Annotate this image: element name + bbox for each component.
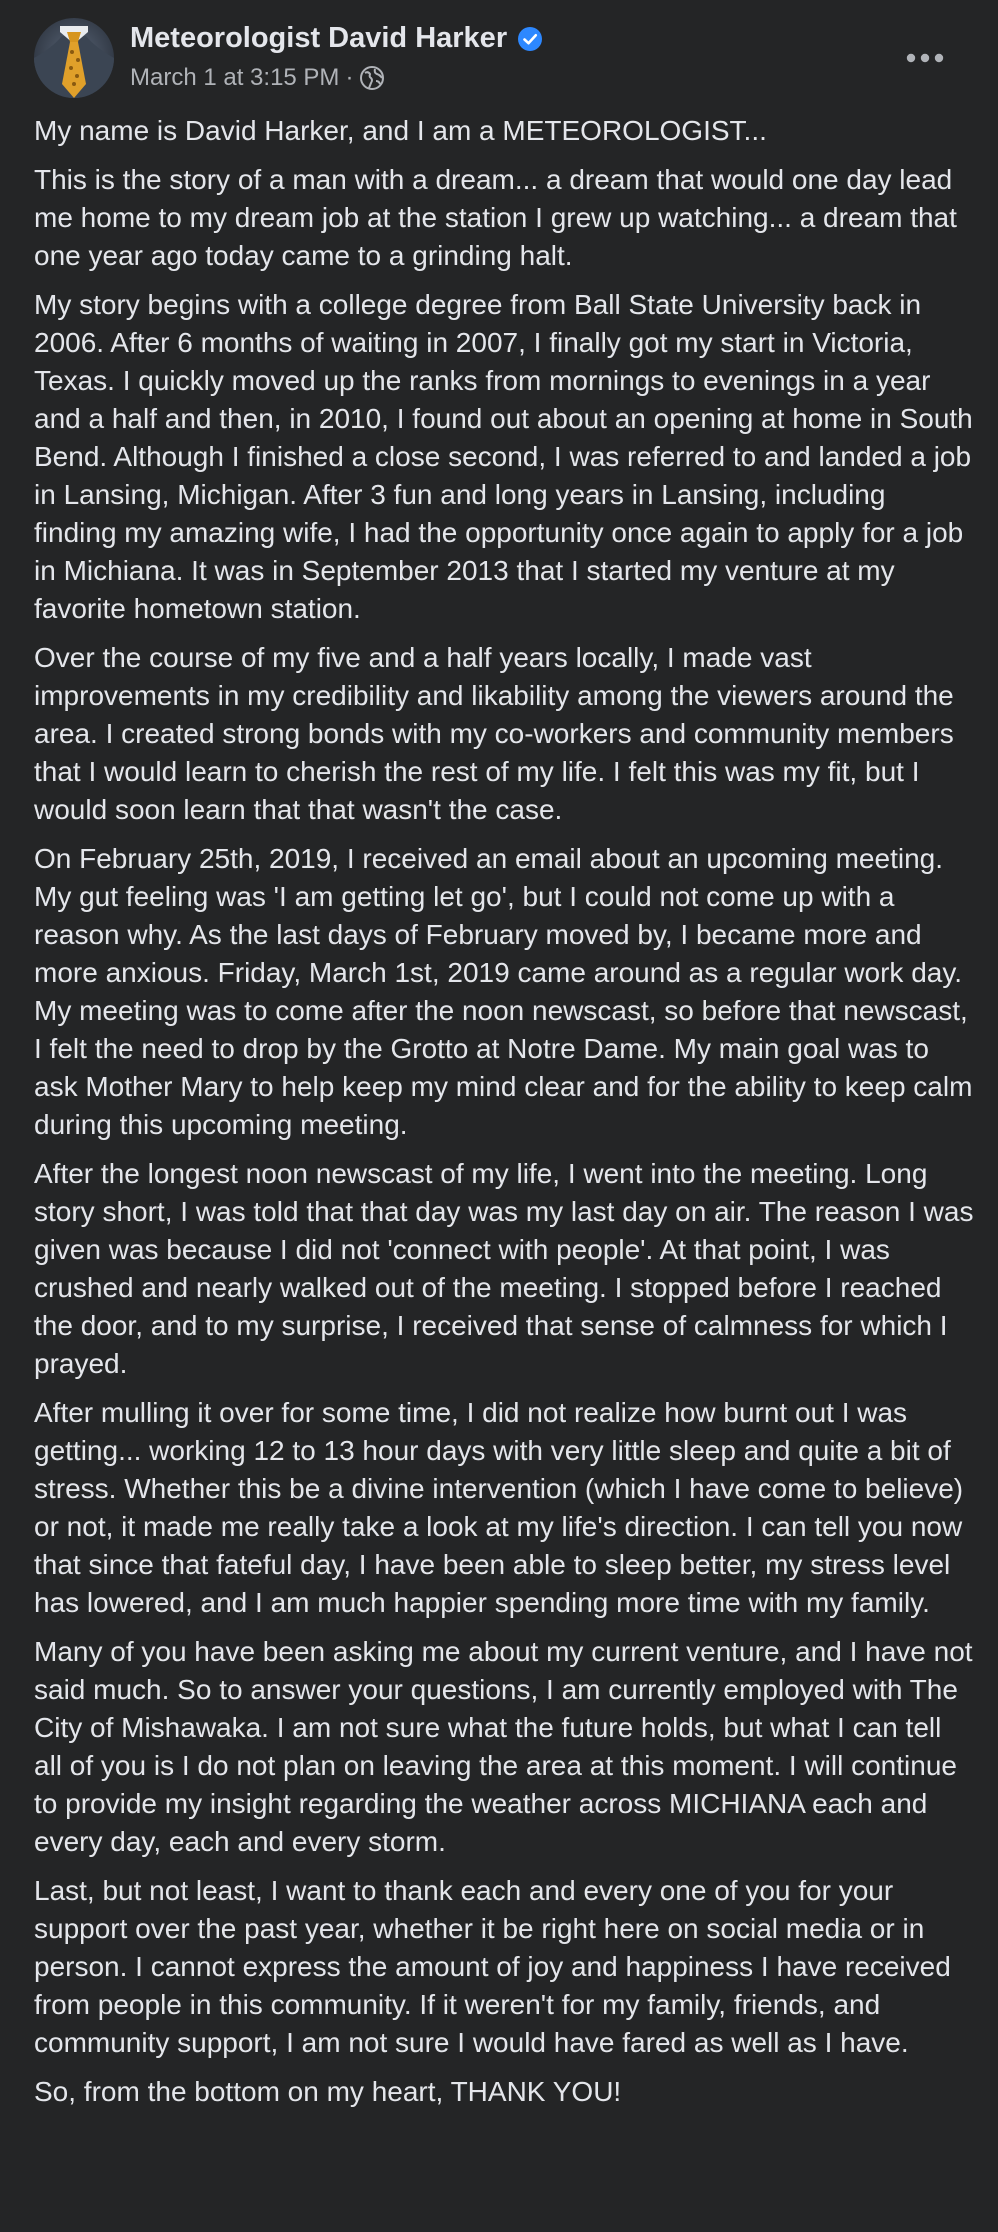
post-paragraph: Many of you have been asking me about my current venture, and I have not said much. So to answer your questions, I am currently employed with The City of Mishawaka. I am not sure what the future holds, but what I can tell all of you is I do not plan on leaving the area at this moment. I will continue to provide my insight regarding the weather across MICHIANA each and every day, each and every storm. <box>34 1636 973 1857</box>
post-timestamp[interactable]: March 1 at 3:15 PM <box>130 64 340 91</box>
profile-photo-tie-icon <box>34 18 114 98</box>
post-body <box>34 112 974 2122</box>
post-paragraph: So, from the bottom on my heart, THANK YOU! <box>34 2076 622 2107</box>
verified-badge-icon <box>517 26 543 52</box>
author-avatar[interactable] <box>34 18 114 98</box>
post-header <box>34 18 964 104</box>
more-options-button[interactable] <box>900 40 950 76</box>
globe-icon[interactable] <box>359 65 385 91</box>
post-paragraph: This is the story of a man with a dream... a dream that would one day lead me home to my dream job at the station I grew up watching... a dream that one year ago today came to a grinding halt. <box>34 164 957 271</box>
author-name[interactable] <box>130 22 543 55</box>
post-paragraph: On February 25th, 2019, I received an email about an upcoming meeting. My gut feeling was 'I am getting let go', but I could not come up with a reason why. As the last days of February moved by, I became more and more anxious. Friday, March 1st, 2019 came around as a regular work day. My meeting was to come after the noon newscast, so before that newscast, I felt the need to drop by the Grotto at Notre Dame. My main goal was to ask Mother Mary to help keep my mind clear and for the ability to keep calm during this upcoming meeting. <box>34 843 973 1140</box>
post-paragraph: My story begins with a college degree from Ball State University back in 2006. After 6 months of waiting in 2007, I finally got my start in Victoria, Texas. I quickly moved up the ranks from mornings to evenings in a year and a half and then, in 2010, I found out about an opening at home in South Bend. Although I finished a close second, I was referred to and landed a job in Lansing, Michigan. After 3 fun and long years in Lansing, including finding my amazing wife, I had the opportunity once again to apply for a job in Michiana. It was in September 2013 that I started my venture at my favorite hometown station. <box>34 289 973 624</box>
post-paragraph: Last, but not least, I want to thank each and every one of you for your support over the past year, whether it be right here on social media or in person. I cannot express the amount of joy and happiness I have received from people in this community. If it weren't for my family, friends, and community support, I am not sure I would have fared as well as I have. <box>34 1875 951 2058</box>
meta-separator: · <box>345 64 354 91</box>
post-paragraph: After mulling it over for some time, I did not realize how burnt out I was getting... working 12 to 13 hour days with very little sleep and quite a bit of stress. Whether this be a divine intervention (which I have come to believe) or not, it made me really take a look at my life's direction. I can tell you now that since that fateful day, I have been able to sleep better, my stress level has lowered, and I am much happier spending more time with my family. <box>34 1397 964 1618</box>
post-paragraph: My name is David Harker, and I am a METEOROLOGIST... <box>34 115 767 146</box>
post-meta <box>130 64 385 92</box>
author-name-text: Meteorologist David Harker <box>130 22 508 54</box>
post-paragraph: Over the course of my five and a half years locally, I made vast improvements in my credibility and likability among the viewers around the area. I created strong bonds with my co-workers and community members that I would learn to cherish the rest of my life. I felt this was my fit, but I would soon learn that that wasn't the case. <box>34 642 954 825</box>
more-options-icon <box>905 52 945 64</box>
post-paragraph: After the longest noon newscast of my life, I went into the meeting. Long story short, I was told that that day was my last day on air. The reason I was given was because I did not 'connect with people'. At that point, I was crushed and nearly walked out of the meeting. I stopped before I reached the door, and to my surprise, I received that sense of calmness for which I prayed. <box>34 1158 974 1379</box>
